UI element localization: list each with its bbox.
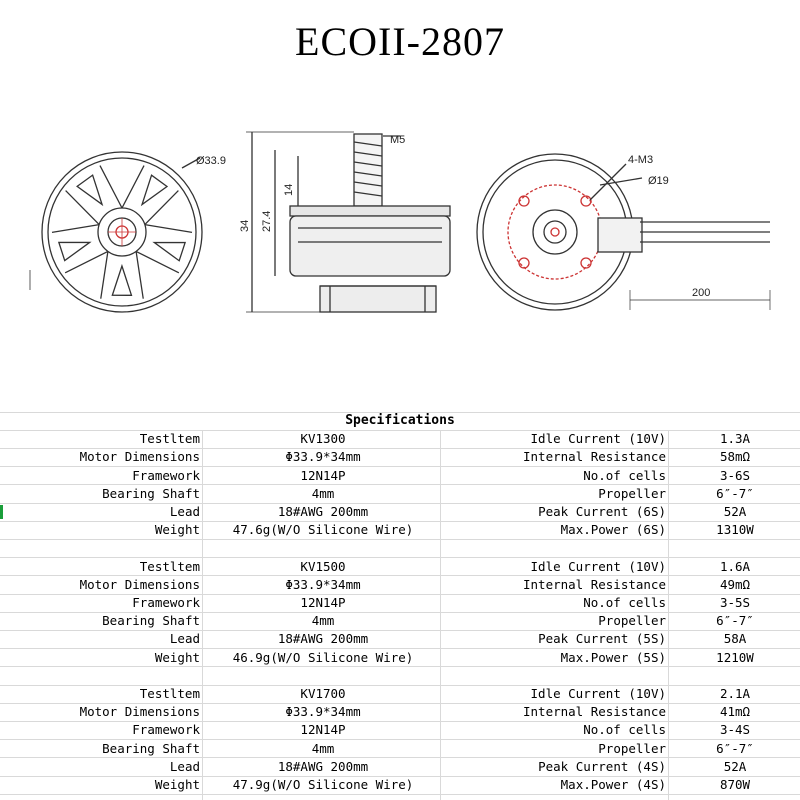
- row-gridline: [0, 430, 800, 431]
- spec-label: Lead: [169, 504, 200, 519]
- row-gridline: [0, 666, 800, 667]
- spec-label: Motor Dimensions: [79, 576, 200, 592]
- spec-label-right: Peak Current (6S): [538, 504, 666, 519]
- spec-value: 12N14P: [300, 467, 346, 483]
- vent-window: [154, 243, 185, 261]
- spec-value-right: 3-5S: [719, 595, 751, 610]
- spec-label-right: No.of cells: [583, 467, 666, 483]
- dim-34: 34: [239, 219, 251, 232]
- spec-value-right: 58A: [723, 631, 747, 647]
- row-gridline: [0, 685, 800, 686]
- spec-label: Bearing Shaft: [102, 740, 200, 756]
- spec-label-right: Max.Power (6S): [560, 522, 666, 538]
- spec-label: Testltem: [139, 558, 200, 574]
- spec-value-right: 52A: [723, 504, 747, 519]
- spec-value: KV1700: [300, 686, 346, 701]
- spec-label-right: Idle Current (10V): [530, 558, 666, 574]
- spec-value-right: 58mΩ: [719, 449, 751, 465]
- spec-value: 12N14P: [300, 595, 346, 610]
- row-gridline: [0, 503, 800, 504]
- spec-value: KV1300: [300, 431, 346, 447]
- row-gridline: [0, 612, 800, 613]
- spec-value: KV1500: [300, 558, 346, 574]
- row-gridline: [0, 794, 800, 795]
- dim-diameter-front: Ø33.9: [196, 155, 226, 167]
- spec-value-right: 52A: [723, 758, 747, 774]
- row-gridline: [0, 466, 800, 467]
- spoke: [100, 166, 144, 208]
- spec-label: Bearing Shaft: [102, 613, 200, 629]
- spec-value-right: 1.3A: [719, 431, 751, 447]
- spec-value-right: 3-4S: [719, 722, 751, 738]
- spec-value-right: 2.1A: [719, 686, 751, 701]
- spec-label: Weight: [154, 649, 200, 665]
- spec-label: Lead: [169, 631, 200, 647]
- dim-4-m3: 4-M3: [628, 154, 654, 166]
- spec-value-right: 1310W: [716, 522, 754, 538]
- spec-value: 4mm: [311, 740, 335, 756]
- spec-label: Lead: [169, 758, 200, 774]
- cell-cursor-mark: [0, 505, 3, 519]
- spoke: [136, 251, 179, 298]
- spec-label: Motor Dimensions: [79, 704, 200, 720]
- row-gridline: [0, 448, 800, 449]
- spec-value: Φ33.9*34mm: [285, 576, 361, 592]
- row-gridline: [0, 557, 800, 558]
- vent-window: [59, 242, 90, 260]
- spec-label-right: Max.Power (4S): [560, 777, 666, 792]
- column-gridline: [668, 430, 669, 800]
- spec-value: Φ33.9*34mm: [285, 704, 361, 720]
- spec-value: Φ33.9*34mm: [285, 449, 361, 465]
- spec-label-right: Peak Current (4S): [538, 758, 666, 774]
- spec-value: 18#AWG 200mm: [277, 504, 369, 519]
- spec-label: Testltem: [139, 431, 200, 447]
- dim-m5: M5: [390, 134, 406, 146]
- column-gridline: [202, 430, 203, 800]
- spec-value: 47.9g(W/O Silicone Wire): [232, 777, 414, 792]
- vent-window: [112, 266, 131, 295]
- specifications-heading: Specifications: [345, 413, 455, 428]
- vent-window: [142, 175, 167, 204]
- spec-value-right: 41mΩ: [719, 704, 751, 720]
- dim-diameter-rear: Ø19: [648, 175, 669, 187]
- row-gridline: [0, 757, 800, 758]
- spec-label-right: Internal Resistance: [523, 449, 666, 465]
- spoke: [65, 251, 108, 298]
- row-gridline: [0, 484, 800, 485]
- row-gridline: [0, 521, 800, 522]
- row-gridline: [0, 703, 800, 704]
- row-gridline: [0, 739, 800, 740]
- page-title: ECOII-2807: [295, 19, 505, 64]
- spec-label-right: Peak Current (5S): [538, 631, 666, 647]
- spec-label-right: Propeller: [598, 613, 666, 629]
- spec-value: 4mm: [311, 613, 335, 629]
- spec-label: Motor Dimensions: [79, 449, 200, 465]
- column-gridline: [440, 430, 441, 800]
- spec-label-right: Propeller: [598, 485, 666, 501]
- spec-value: 46.9g(W/O Silicone Wire): [232, 649, 414, 665]
- spec-label: Framework: [132, 722, 200, 738]
- front-view: [30, 152, 202, 312]
- motor-technical-drawing: [0, 110, 800, 350]
- spec-value: 4mm: [311, 485, 335, 501]
- spec-value-right: 1.6A: [719, 558, 751, 574]
- spec-value: 18#AWG 200mm: [277, 758, 369, 774]
- spec-label-right: Idle Current (10V): [530, 431, 666, 447]
- spec-label-right: Internal Resistance: [523, 576, 666, 592]
- row-gridline: [0, 776, 800, 777]
- row-gridline: [0, 575, 800, 576]
- spec-label-right: Max.Power (5S): [560, 649, 666, 665]
- spec-label: Weight: [154, 522, 200, 538]
- spec-label: Framework: [132, 467, 200, 483]
- spec-value: 12N14P: [300, 722, 346, 738]
- spec-value-right: 1210W: [716, 649, 754, 665]
- spec-label: Weight: [154, 777, 200, 792]
- row-gridline: [0, 594, 800, 595]
- specifications-sheet: [0, 412, 800, 800]
- spec-value-right: 6″-7″: [716, 740, 754, 756]
- row-gridline: [0, 721, 800, 722]
- row-gridline: [0, 630, 800, 631]
- spec-label-right: No.of cells: [583, 722, 666, 738]
- spec-label-right: Propeller: [598, 740, 666, 756]
- row-gridline: [0, 412, 800, 413]
- spec-label-right: No.of cells: [583, 595, 666, 610]
- spec-value-right: 3-6S: [719, 467, 751, 483]
- spec-value-right: 870W: [719, 777, 751, 792]
- spec-value-right: 6″-7″: [716, 485, 754, 501]
- spec-value-right: 6″-7″: [716, 613, 754, 629]
- rear-view: [477, 154, 770, 310]
- spec-label: Framework: [132, 595, 200, 610]
- dim-27-4: 27.4: [261, 210, 273, 232]
- vent-window: [77, 175, 102, 204]
- spec-label-right: Idle Current (10V): [530, 686, 666, 701]
- spec-value-right: 49mΩ: [719, 576, 751, 592]
- side-view: [246, 132, 450, 312]
- row-gridline: [0, 539, 800, 540]
- row-gridline: [0, 648, 800, 649]
- dim-lead-length: 200: [692, 287, 711, 299]
- spec-label: Bearing Shaft: [102, 485, 200, 501]
- spec-label: Testltem: [139, 686, 200, 701]
- spec-value: 47.6g(W/O Silicone Wire): [232, 522, 414, 538]
- dim-14: 14: [283, 183, 295, 196]
- spec-label-right: Internal Resistance: [523, 704, 666, 720]
- spec-value: 18#AWG 200mm: [277, 631, 369, 647]
